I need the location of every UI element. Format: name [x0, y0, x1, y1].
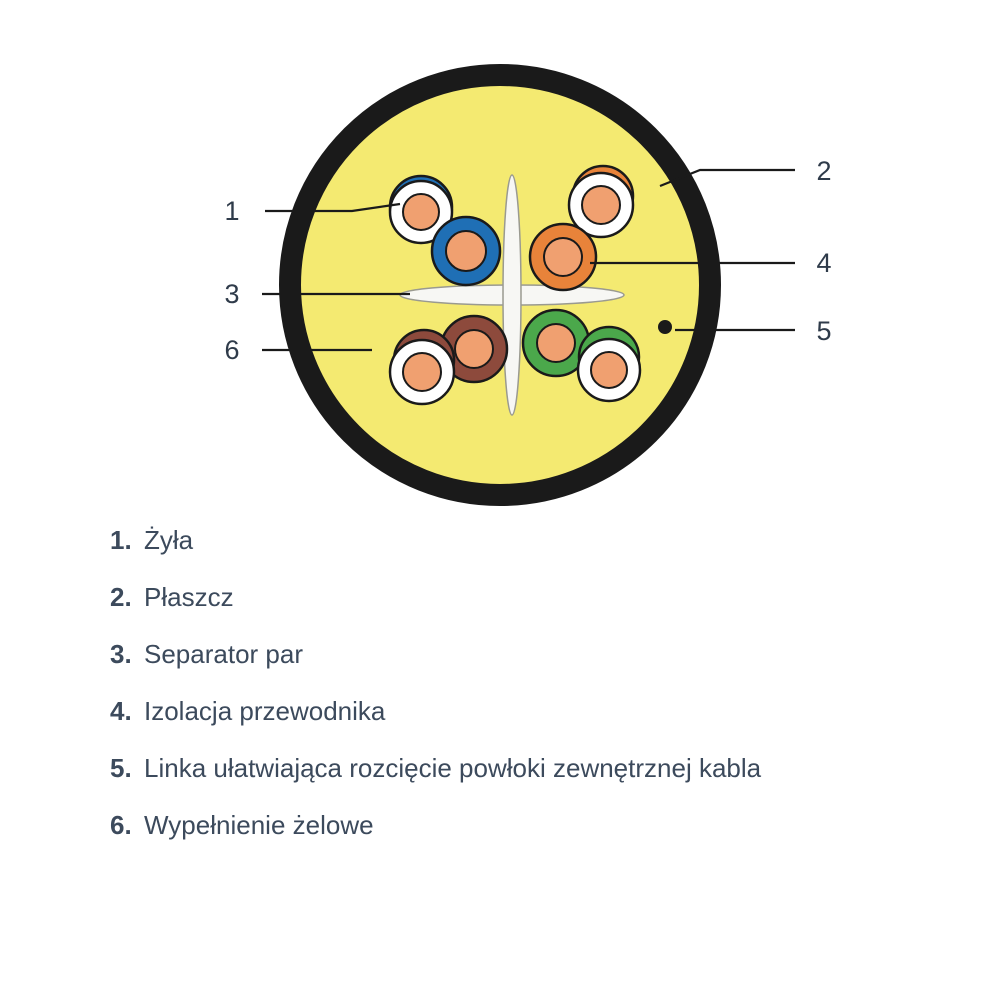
conductor-core-brown — [455, 330, 493, 368]
callout-number-6: 6 — [224, 335, 240, 365]
legend-item-4 — [110, 696, 930, 753]
legend-item-3 — [110, 639, 930, 696]
callout-number-5: 5 — [816, 316, 832, 346]
legend-item-number: 3. — [110, 639, 132, 669]
legend-item-label: Separator par — [144, 639, 303, 669]
legend-item-label: Płaszcz — [144, 582, 234, 612]
conductor-core-upper-right — [582, 186, 620, 224]
legend-item-2 — [110, 582, 930, 639]
conductor-core-green — [537, 324, 575, 362]
conductor-core-lower-right — [591, 352, 627, 388]
legend-item-5 — [110, 753, 930, 810]
callout-number-2: 2 — [816, 156, 832, 186]
legend-item-label: Izolacja przewodnika — [144, 696, 386, 726]
legend-item-number: 5. — [110, 753, 132, 783]
legend-list — [110, 525, 930, 867]
conductor-core-orange — [544, 238, 582, 276]
conductor-core-lower-left — [403, 353, 441, 391]
callout-number-4: 4 — [816, 248, 832, 278]
conductor-core-upper-left — [403, 194, 439, 230]
ripcord — [658, 320, 672, 334]
callout-number-3: 3 — [224, 279, 240, 309]
pair-separator-vertical — [503, 175, 521, 415]
legend-item-number: 1. — [110, 525, 132, 555]
legend-item-label: Linka ułatwiająca rozcięcie powłoki zewnętrznej kabla — [144, 753, 762, 783]
legend-item-6 — [110, 810, 930, 867]
legend-item-label: Wypełnienie żelowe — [144, 810, 374, 840]
callout-number-1: 1 — [224, 196, 240, 226]
legend-item-number: 2. — [110, 582, 132, 612]
legend-item-number: 4. — [110, 696, 132, 726]
legend-item-label: Żyła — [144, 525, 194, 555]
legend-item-1 — [110, 525, 930, 582]
conductor-core-blue — [446, 231, 486, 271]
legend-item-number: 6. — [110, 810, 132, 840]
